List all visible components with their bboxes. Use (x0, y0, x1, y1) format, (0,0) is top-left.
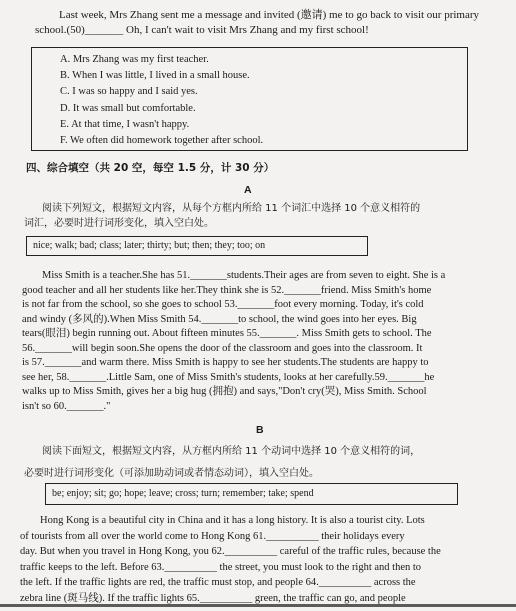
part-a-word-box (26, 236, 368, 256)
section-title: 四、综合填空（共 20 空，每空 1.5 分，计 30 分） (26, 162, 275, 174)
option-f: F. We often did homework together after school. (60, 135, 264, 146)
passage-a-line: see her, 58._______.Little Sam, one of Miss Smith's students, looks at her carefully.59._______he (22, 371, 435, 383)
part-a-passage (22, 269, 498, 414)
option-d: D. It was small but comfortable. (60, 103, 196, 114)
passage-a-line: tears(眼泪) begin running out. About fifteen minutes 55._______. Miss Smith gets to school. The (22, 328, 432, 339)
passage-b-line: of tourists from all over the world come to Hong Kong 61.__________ their holidays every (20, 530, 405, 542)
passage-a-line: and windy (多风的).When Miss Smith 54._______to school, the wind goes into her eyes. Big (22, 313, 417, 325)
passage-a-line: is 57._______and warm there. Miss Smith is happy to see her students.The students are happy to (22, 357, 429, 368)
option-a: A. Mrs Zhang was my first teacher. (60, 54, 209, 65)
intro-line-1: Last week, Mrs Zhang sent me a message and invited (邀请) me to go back to visit our primary (59, 9, 480, 21)
passage-a-line: Miss Smith is a teacher.She has 51._______students.Their ages are from seven to eight. She is a (42, 270, 446, 281)
passage-b-line: day. But when you travel in Hong Kong, you 62.__________ careful of the traffic rules, because the (20, 546, 441, 557)
part-a-instruction-1: 阅读下列短文，根据短文内容，从每个方框内所给 11 个词汇中选择 10 个意义相符的 (42, 203, 421, 214)
passage-a-line: 56._______will begin soon.She opens the door of the classroom and goes into the classroom. It (22, 342, 423, 354)
part-b-word-box (45, 483, 458, 505)
passage-a-line: walks up to Miss Smith, gives her a big hug (拥抱) and says,"Don't cry(哭), Miss Smith. School (22, 386, 427, 397)
passage-b-line: the left. If the traffic lights are red, the traffic must stop, and people 64.__________ across the (20, 577, 416, 588)
option-c: C. I was so happy and I said yes. (60, 86, 198, 97)
passage-b-line: Hong Kong is a beautiful city in China and it has a long history. It is also a tourist city. Lots (40, 515, 425, 526)
part-a-instruction-2: 词汇，必要时进行词形变化，填入空白处。 (24, 218, 214, 229)
part-b-instruction-2: 必要时进行词形变化（可添加助动词或者情态动词），填入空白处。 (24, 468, 319, 479)
option-e: E. At that time, I wasn't happy. (60, 119, 190, 130)
part-b-label: B (256, 424, 264, 436)
passage-b-line: zebra line (斑马线). If the traffic lights 65.__________ green, the traffic can go, and people (20, 592, 406, 604)
part-b-passage (20, 513, 500, 606)
bottom-edge-divider (0, 604, 516, 607)
intro-line-2: school.(50)_______ Oh, I can't wait to visit Mrs Zhang and my first school! (35, 24, 369, 36)
option-b: B. When I was little, I lived in a small house. (60, 70, 250, 81)
part-b-instruction-1: 阅读下面短文，根据短文内容，从方框内所给 11 个动词中选择 10 个意义相符的词， (42, 446, 421, 457)
part-b-word-list: be; enjoy; sit; go; hope; leave; cross; turn; remember; take; spend (52, 488, 314, 499)
passage-a-line: is not far from the school, so she goes to school 53._______foot every morning. Today, it's cold (22, 299, 424, 310)
passage-a-line: isn't so 60._______." (22, 400, 111, 412)
passage-a-line: good teacher and all her students like her.They think she is 52._______friend. Miss Smith's home (22, 284, 432, 296)
part-a-label: A (244, 184, 252, 196)
options-box (31, 47, 468, 151)
part-a-word-list: nice; walk; bad; class; later; thirty; but; then; they; too; on (33, 240, 266, 251)
passage-b-line: traffic keeps to the left. Before 63.__________ the street, you must look to the right and then to (20, 561, 422, 573)
